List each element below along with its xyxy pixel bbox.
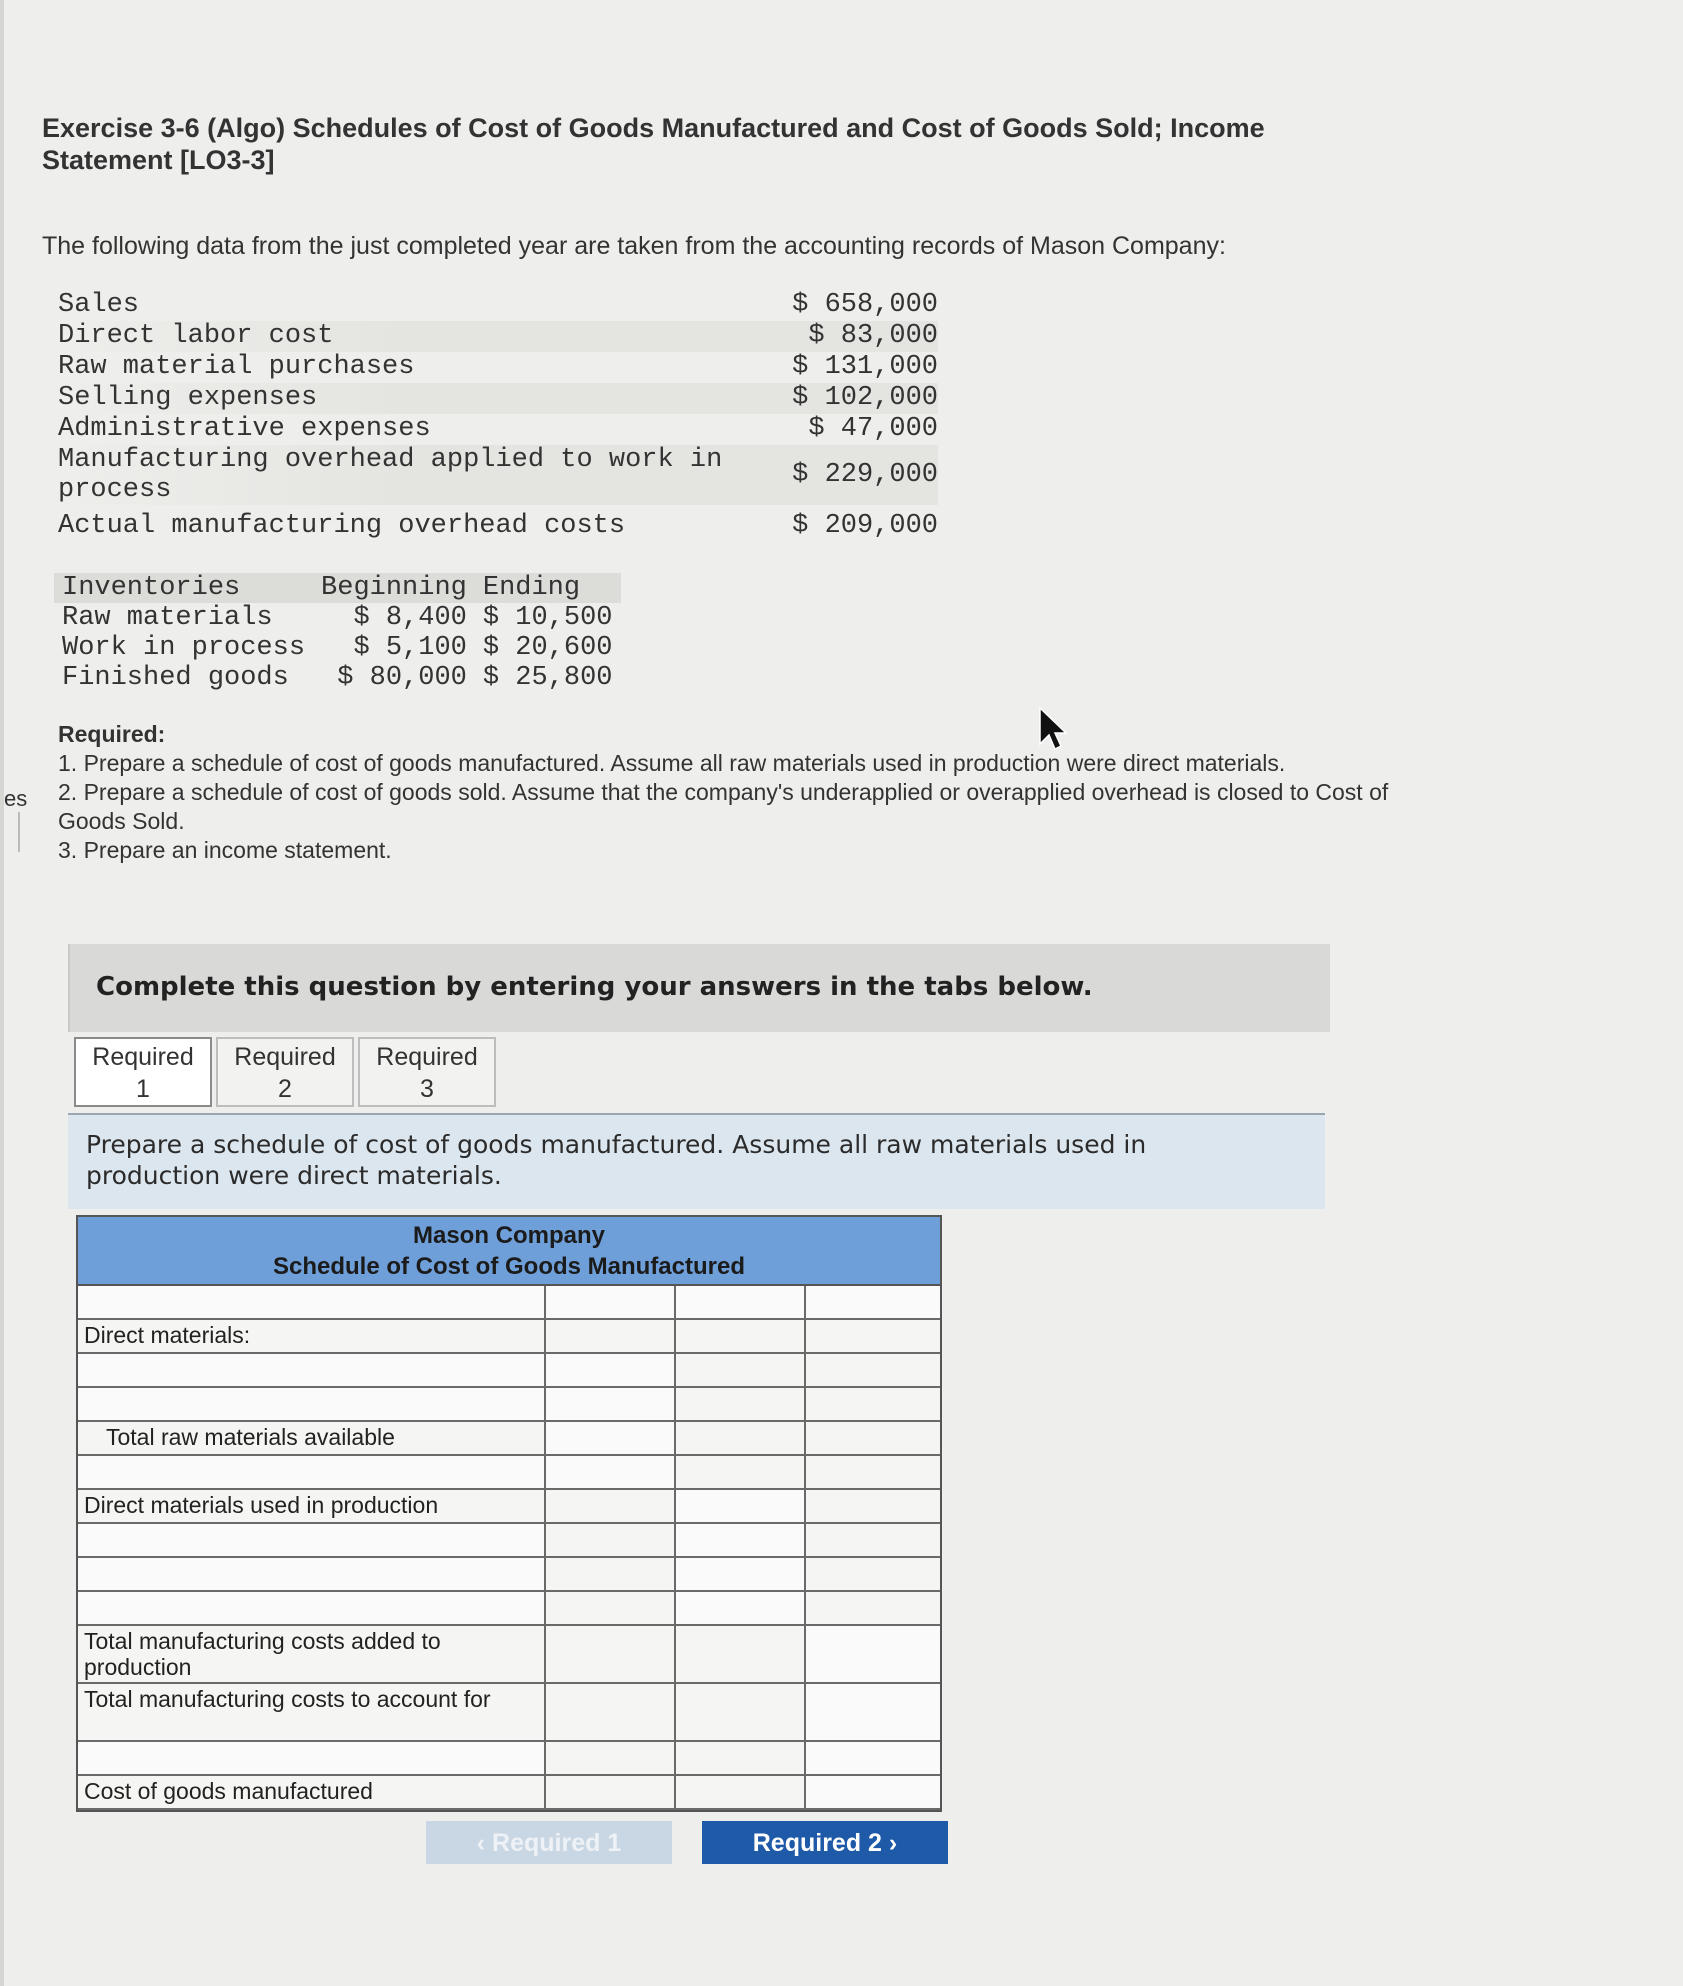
inventory-label: Work in process xyxy=(62,633,306,663)
exercise-title: Exercise 3-6 (Algo) Schedules of Cost of Goods Manufactured and Cost of Goods Sold; Income Statement [LO3-3] xyxy=(42,113,1265,175)
amount-input[interactable] xyxy=(806,1286,940,1320)
tab-number: 2 xyxy=(278,1075,292,1103)
previous-label: Required 1 xyxy=(492,1829,622,1857)
amount-input[interactable] xyxy=(806,1776,940,1810)
data-row xyxy=(58,290,938,321)
left-edge xyxy=(0,0,4,1986)
amount-input[interactable] xyxy=(546,1422,676,1456)
inventory-beginning: $ 5,100 xyxy=(353,633,467,663)
instructions-text: Complete this question by entering your answers in the tabs below. xyxy=(96,972,1093,1002)
data-row xyxy=(58,414,938,445)
amount-input[interactable] xyxy=(546,1354,676,1388)
data-value: $ 102,000 xyxy=(792,383,938,413)
row-label: Total manufacturing costs to account for xyxy=(78,1684,546,1742)
inventories-table xyxy=(54,573,621,693)
data-value: $ 83,000 xyxy=(808,321,938,351)
column-header: Inventories xyxy=(62,573,241,603)
required-section xyxy=(58,720,1398,865)
amount-cell xyxy=(676,1626,806,1684)
amount-input[interactable] xyxy=(676,1592,806,1626)
amount-input[interactable] xyxy=(676,1286,806,1320)
row-label-input[interactable] xyxy=(78,1456,546,1490)
data-label: Manufacturing overhead applied to work in process xyxy=(58,445,723,505)
next-label: Required 2 xyxy=(752,1829,882,1857)
data-value: $ 131,000 xyxy=(792,352,938,382)
inventory-ending: $ 10,500 xyxy=(482,603,613,633)
amount-input[interactable] xyxy=(546,1456,676,1490)
amount-cell xyxy=(546,1684,676,1742)
required-item: 1. Prepare a schedule of cost of goods manufactured. Assume all raw materials used in production were direct materials. xyxy=(58,750,1286,776)
amount-cell xyxy=(806,1490,940,1524)
amount-cell xyxy=(546,1592,676,1626)
table-row xyxy=(54,663,621,693)
company-name: Mason Company xyxy=(412,1222,606,1249)
amount-cell xyxy=(546,1776,676,1810)
amount-cell xyxy=(676,1388,806,1422)
row-label: Direct materials used in production xyxy=(78,1490,546,1524)
data-label: Direct labor cost xyxy=(58,321,334,351)
inventory-ending: $ 25,800 xyxy=(482,663,613,693)
inventory-label: Raw materials xyxy=(62,603,273,633)
data-row xyxy=(58,511,938,542)
tab-required-1[interactable] xyxy=(74,1037,212,1107)
inventories-header-row xyxy=(54,573,621,603)
schedule-title: Schedule of Cost of Goods Manufactured xyxy=(272,1253,746,1280)
column-header: Beginning xyxy=(321,573,467,603)
data-value: $ 209,000 xyxy=(792,511,938,541)
amount-input[interactable] xyxy=(676,1490,806,1524)
inventory-beginning: $ 80,000 xyxy=(337,663,467,693)
tab-number: 3 xyxy=(420,1075,434,1103)
amount-input[interactable] xyxy=(676,1558,806,1592)
row-label: Direct materials: xyxy=(78,1320,546,1354)
data-label: Selling expenses xyxy=(58,383,318,413)
required-heading: Required: xyxy=(58,721,166,747)
data-label: Actual manufacturing overhead costs xyxy=(58,511,626,541)
amount-cell xyxy=(546,1558,676,1592)
row-label: Total manufacturing costs added to production xyxy=(78,1626,546,1684)
data-row xyxy=(58,352,938,383)
intro-text: The following data from the just completed year are taken from the accounting records of Mason Company: xyxy=(42,232,1226,260)
amount-input[interactable] xyxy=(806,1626,940,1684)
required-item: 3. Prepare an income statement. xyxy=(58,837,392,863)
data-value: $ 658,000 xyxy=(792,290,938,320)
amount-cell xyxy=(546,1742,676,1776)
tab-label: Required xyxy=(92,1043,194,1071)
amount-cell xyxy=(676,1776,806,1810)
tab-required-2[interactable] xyxy=(216,1037,354,1107)
amount-cell xyxy=(806,1388,940,1422)
amount-input[interactable] xyxy=(546,1286,676,1320)
edge-bar xyxy=(4,812,20,852)
row-label-input[interactable] xyxy=(78,1524,546,1558)
data-row xyxy=(58,445,938,505)
row-label-input[interactable] xyxy=(78,1286,546,1320)
inventory-beginning: $ 8,400 xyxy=(353,603,467,633)
amount-cell xyxy=(546,1490,676,1524)
given-data-table xyxy=(58,290,938,542)
amount-cell xyxy=(806,1592,940,1626)
amount-cell xyxy=(546,1320,676,1354)
amount-cell xyxy=(546,1524,676,1558)
data-value: $ 47,000 xyxy=(808,414,938,444)
inventory-ending: $ 20,600 xyxy=(482,633,613,663)
row-label-input[interactable] xyxy=(78,1742,546,1776)
amount-cell xyxy=(676,1684,806,1742)
row-label-input[interactable] xyxy=(78,1354,546,1388)
tab-label: Required xyxy=(234,1043,336,1071)
amount-cell xyxy=(676,1354,806,1388)
amount-cell xyxy=(806,1354,940,1388)
amount-cell xyxy=(806,1320,940,1354)
tab-number: 1 xyxy=(136,1075,150,1103)
data-row xyxy=(58,383,938,414)
data-value: $ 229,000 xyxy=(792,460,938,490)
row-label: Total raw materials available xyxy=(78,1422,546,1456)
row-label: Cost of goods manufactured xyxy=(78,1776,546,1810)
prompt-box xyxy=(68,1113,1325,1209)
amount-cell xyxy=(806,1524,940,1558)
amount-cell xyxy=(546,1626,676,1684)
amount-cell xyxy=(806,1456,940,1490)
amount-input[interactable] xyxy=(546,1388,676,1422)
cogm-schedule xyxy=(76,1215,942,1812)
prompt-text: Prepare a schedule of cost of goods manufactured. Assume all raw materials used in production were direct materials. xyxy=(86,1130,1147,1190)
amount-cell xyxy=(806,1422,940,1456)
tab-label: Required xyxy=(376,1043,478,1071)
amount-cell xyxy=(676,1742,806,1776)
next-required-button[interactable] xyxy=(702,1821,948,1864)
data-label: Raw material purchases xyxy=(58,352,415,382)
amount-input[interactable] xyxy=(806,1684,940,1742)
column-header: Ending xyxy=(482,573,581,603)
required-tabs xyxy=(74,1037,500,1107)
amount-cell xyxy=(676,1456,806,1490)
data-row xyxy=(58,321,938,352)
previous-required-button[interactable] xyxy=(426,1821,672,1864)
schedule-grid xyxy=(78,1286,940,1810)
inventory-label: Finished goods xyxy=(62,663,289,693)
row-label-input[interactable] xyxy=(78,1558,546,1592)
row-label-input[interactable] xyxy=(78,1388,546,1422)
edge-text: es xyxy=(4,786,28,811)
table-row xyxy=(54,603,621,633)
data-label: Administrative expenses xyxy=(58,414,431,444)
amount-cell xyxy=(676,1320,806,1354)
amount-cell xyxy=(676,1422,806,1456)
amount-cell xyxy=(806,1558,940,1592)
tab-navigation xyxy=(426,1821,948,1864)
data-label: Sales xyxy=(58,290,140,320)
amount-input[interactable] xyxy=(806,1742,940,1776)
instructions-banner xyxy=(68,944,1330,1032)
chevron-left-icon: ‹ xyxy=(476,1829,486,1857)
required-item: 2. Prepare a schedule of cost of goods sold. Assume that the company's underapplied or overapplied overhead is closed to Cost of Goods Sold. xyxy=(58,779,1389,834)
schedule-header xyxy=(78,1217,940,1286)
row-label-input[interactable] xyxy=(78,1592,546,1626)
chevron-right-icon: › xyxy=(888,1829,898,1857)
table-row xyxy=(54,633,621,663)
amount-input[interactable] xyxy=(676,1524,806,1558)
tab-required-3[interactable] xyxy=(358,1037,496,1107)
